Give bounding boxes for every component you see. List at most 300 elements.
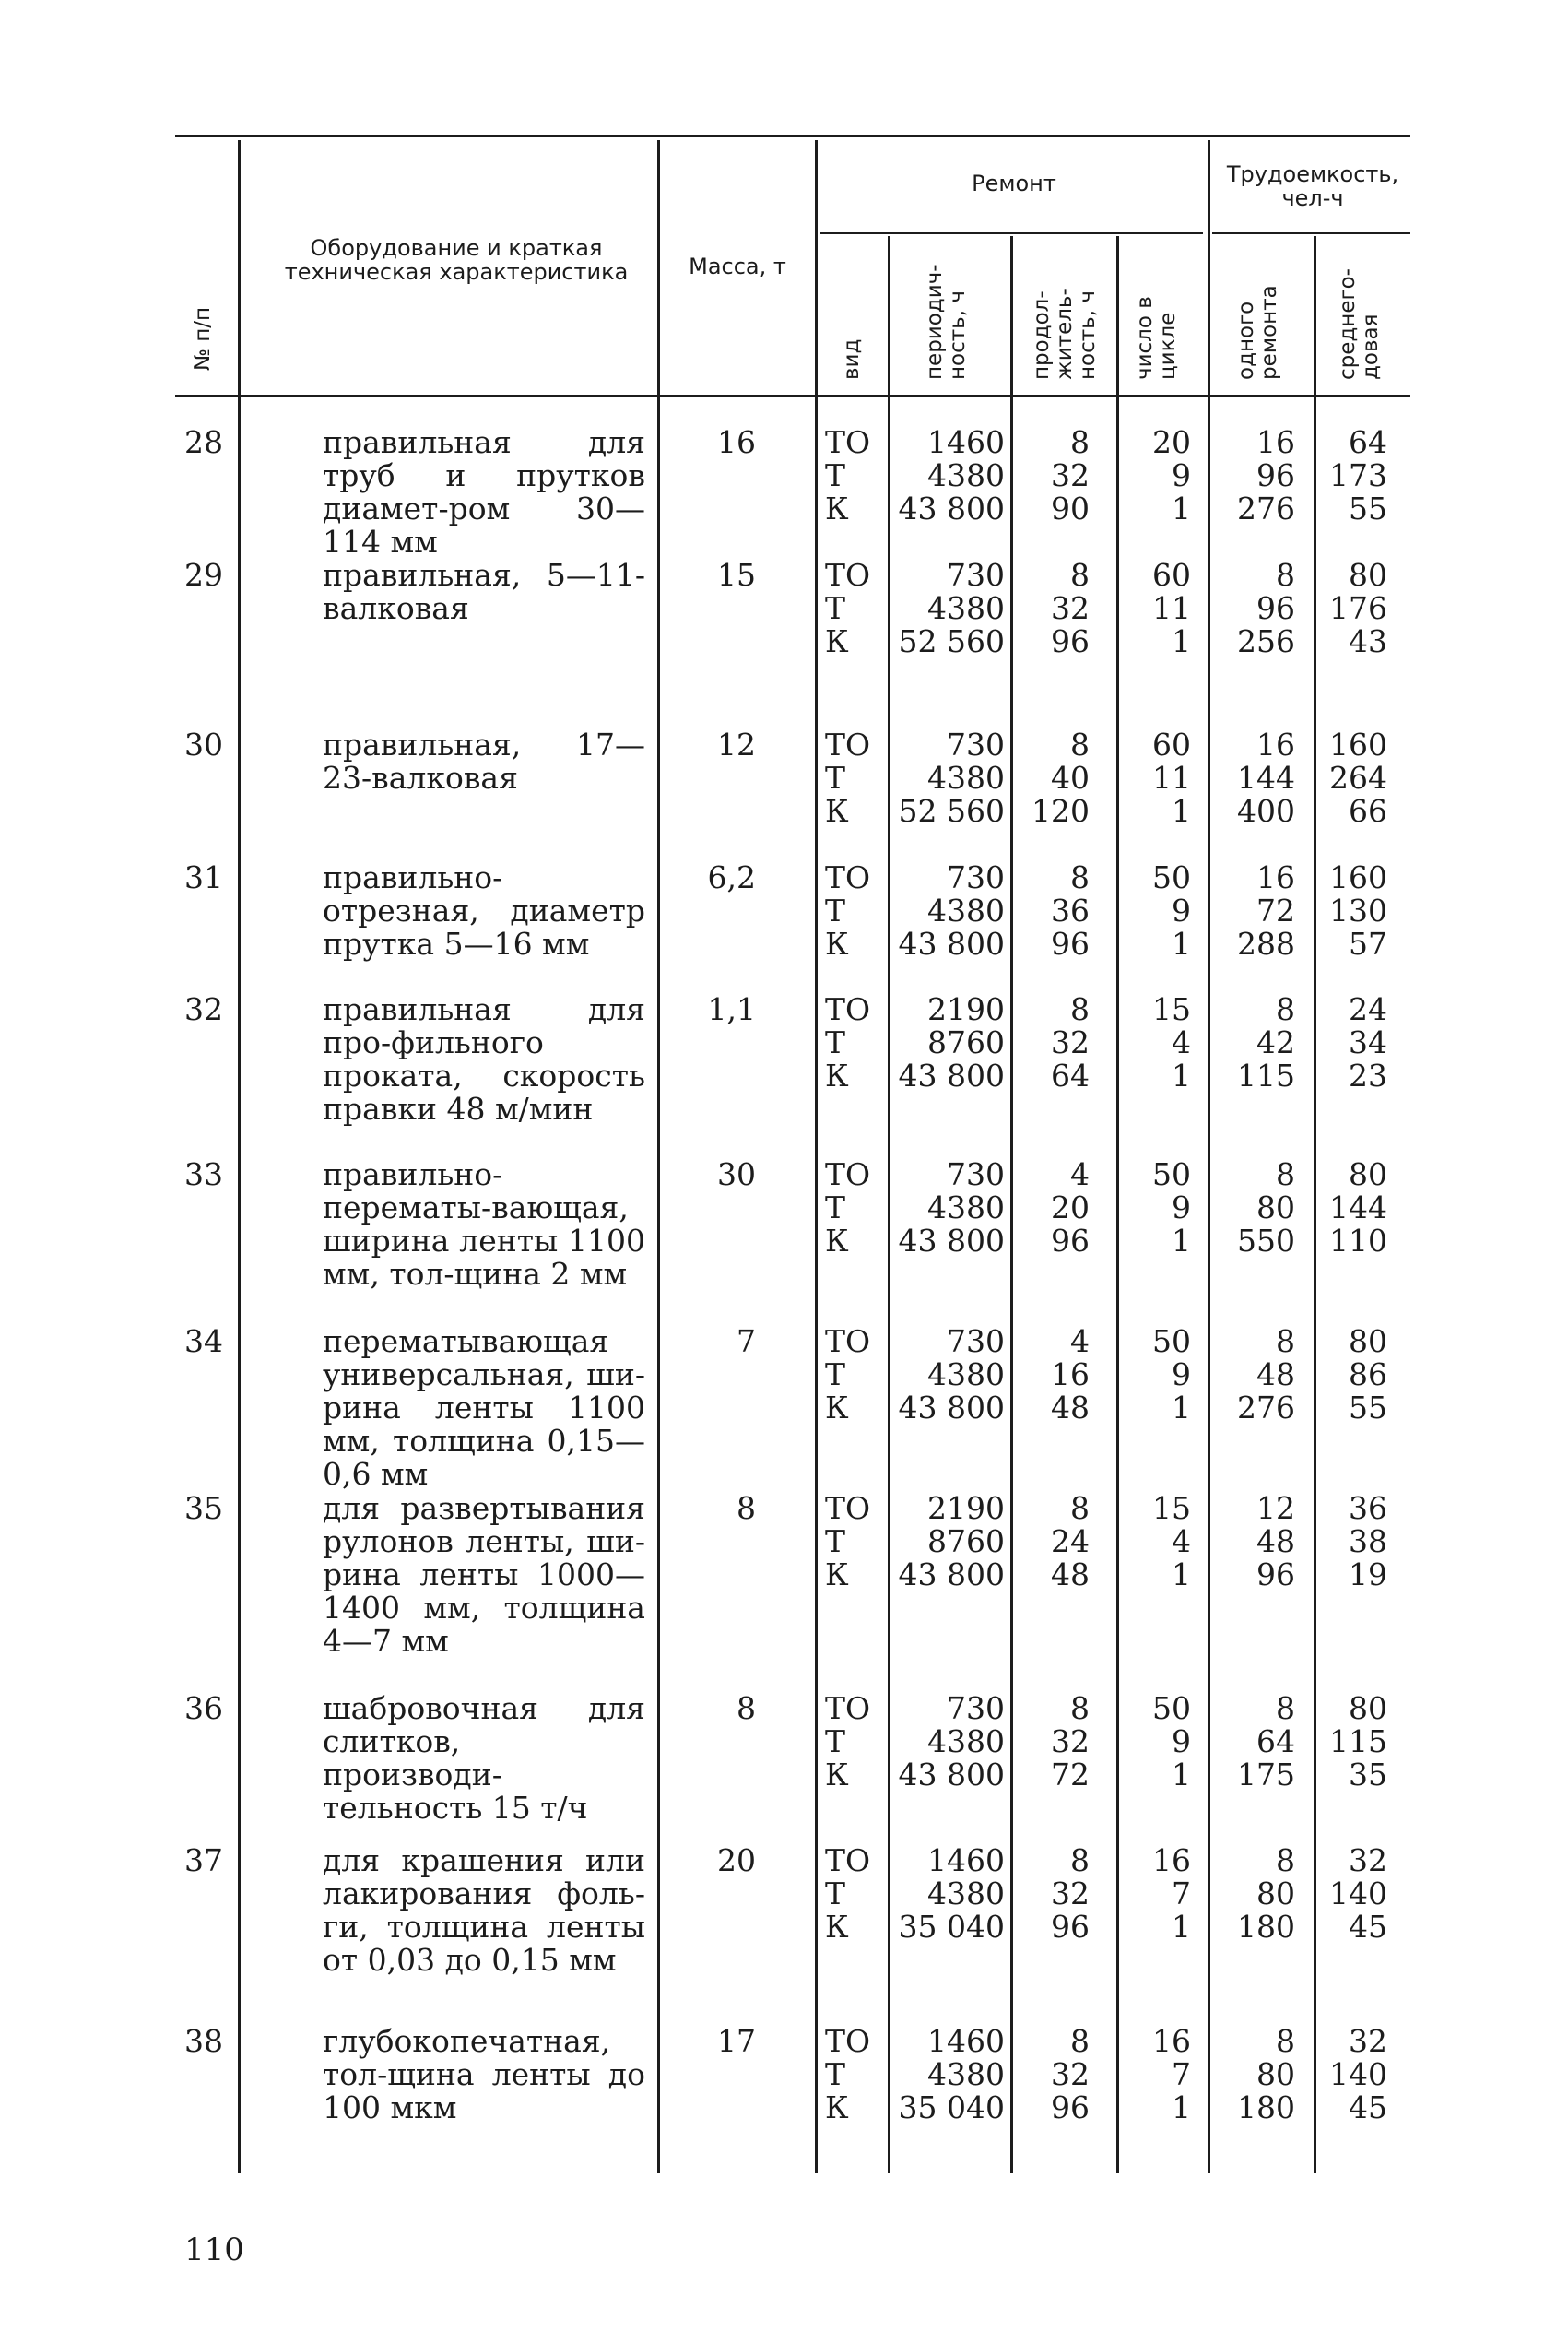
repair-periodicity: 4380: [927, 760, 1005, 796]
repair-cycle-count: 1: [1172, 623, 1191, 659]
repair-periodicity: 52 560: [898, 623, 1005, 659]
header-equipment: Оборудование и краткая техническая характеристика: [284, 235, 629, 285]
repair-duration: 8: [1070, 1490, 1090, 1526]
repair-duration-cell: [1014, 559, 1090, 658]
repair-cycle-count-cell: [1106, 1492, 1191, 1591]
labor-average-yearly: 36: [1349, 1490, 1387, 1526]
labor-average-yearly: 32: [1349, 2023, 1387, 2059]
repair-duration: 32: [1051, 590, 1090, 626]
repair-duration: 96: [1051, 1223, 1090, 1259]
row-description: для развертывания рулонов ленты, ши-рина ленты 1000—1400 мм, толщина 4—7 мм: [323, 1490, 645, 1659]
repair-duration: 36: [1051, 893, 1090, 929]
row-description: правильно-отрезная, диаметр прутка 5—16 мм: [323, 859, 645, 962]
labor-one-repair: 96: [1256, 457, 1295, 493]
row-number: 33: [184, 1156, 223, 1192]
labor-average-yearly: 160: [1329, 727, 1387, 763]
labor-average-yearly: 45: [1349, 2089, 1387, 2125]
repair-duration: 64: [1051, 1058, 1090, 1094]
col-divider-per: [1010, 236, 1013, 2173]
labor-one-repair: 96: [1256, 590, 1295, 626]
repair-periodicity: 4380: [927, 2056, 1005, 2092]
repair-periodicity-cell: [885, 1844, 1005, 1944]
repair-periodicity: 730: [947, 1323, 1005, 1359]
row-number: 34: [184, 1323, 223, 1359]
repair-cycle-count: 1: [1172, 1556, 1191, 1592]
labor-one-repair-cell: [1208, 1492, 1295, 1591]
repair-cycle-count: 1: [1172, 1390, 1191, 1426]
repair-cycle-count: 7: [1172, 1875, 1191, 1911]
repair-cycle-count: 15: [1152, 991, 1191, 1027]
repair-type-cell: [825, 1692, 890, 1792]
header-num: № п/п: [191, 306, 215, 371]
labor-one-repair: 72: [1256, 893, 1295, 929]
labor-one-repair: 175: [1237, 1757, 1295, 1793]
repair-type: К: [825, 623, 849, 659]
repair-periodicity-cell: [885, 1492, 1005, 1591]
repair-type: ТО: [825, 1690, 871, 1726]
row-mass: 8: [737, 1490, 756, 1526]
repair-type: К: [825, 926, 849, 962]
repair-cycle-count: 60: [1152, 557, 1191, 593]
repair-cycle-count: 4: [1172, 1024, 1191, 1060]
labor-average-yearly: 176: [1329, 590, 1387, 626]
repair-cycle-count: 1: [1172, 2089, 1191, 2125]
repair-cycle-count: 9: [1172, 1356, 1191, 1392]
labor-one-repair-cell: [1208, 2025, 1295, 2124]
repair-type-cell: [825, 559, 890, 658]
repair-type: Т: [825, 457, 846, 493]
repair-duration-cell: [1014, 426, 1090, 526]
labor-one-repair: 8: [1276, 1156, 1295, 1192]
repair-type: Т: [825, 893, 846, 929]
repair-duration: 72: [1051, 1757, 1090, 1793]
repair-cycle-count: 1: [1172, 1909, 1191, 1945]
repair-duration: 8: [1070, 424, 1090, 460]
repair-type: ТО: [825, 1490, 871, 1526]
labor-one-repair: 64: [1256, 1723, 1295, 1759]
row-description: правильная для про-фильного проката, скорость правки 48 м/мин: [323, 991, 645, 1127]
row-number: 37: [184, 1842, 223, 1878]
row-number: 38: [184, 2023, 223, 2059]
repair-type-cell: [825, 728, 890, 828]
labor-average-yearly: 23: [1349, 1058, 1387, 1094]
repair-type: К: [825, 1909, 849, 1945]
labor-average-yearly-cell: [1304, 426, 1387, 526]
repair-type-cell: [825, 1158, 890, 1258]
repair-cycle-count: 9: [1172, 893, 1191, 929]
repair-duration-cell: [1014, 1492, 1090, 1591]
repair-type: К: [825, 1757, 849, 1793]
repair-type: Т: [825, 760, 846, 796]
repair-cycle-count: 16: [1152, 2023, 1191, 2059]
labor-average-yearly-cell: [1304, 861, 1387, 961]
row-mass: 17: [717, 2023, 756, 2059]
repair-type: Т: [825, 1723, 846, 1759]
labor-average-yearly-cell: [1304, 1492, 1387, 1591]
repair-cycle-count: 9: [1172, 1723, 1191, 1759]
repair-periodicity: 730: [947, 1690, 1005, 1726]
repair-cycle-count: 50: [1152, 1690, 1191, 1726]
repair-cycle-count: 1: [1172, 1757, 1191, 1793]
repair-cycle-count: 7: [1172, 2056, 1191, 2092]
repair-periodicity: 1460: [927, 424, 1005, 460]
repair-duration: 8: [1070, 727, 1090, 763]
repair-duration-cell: [1014, 1158, 1090, 1258]
repair-periodicity: 8760: [927, 1024, 1005, 1060]
repair-periodicity: 1460: [927, 1842, 1005, 1878]
labor-one-repair-cell: [1208, 728, 1295, 828]
repair-cycle-count: 11: [1152, 590, 1191, 626]
labor-one-repair: 12: [1256, 1490, 1295, 1526]
repair-cycle-count-cell: [1106, 1692, 1191, 1792]
header-duration: продол-житель-ность, ч: [1030, 288, 1100, 380]
repair-duration: 96: [1051, 2089, 1090, 2125]
repair-type: К: [825, 1223, 849, 1259]
labor-average-yearly: 144: [1329, 1189, 1387, 1225]
row-number: 36: [184, 1690, 223, 1726]
repair-periodicity: 730: [947, 859, 1005, 895]
repair-duration: 90: [1051, 491, 1090, 527]
repair-periodicity-cell: [885, 1158, 1005, 1258]
repair-duration-cell: [1014, 1692, 1090, 1792]
labor-one-repair: 256: [1237, 623, 1295, 659]
repair-duration: 96: [1051, 926, 1090, 962]
repair-type: К: [825, 1058, 849, 1094]
header-avg: среднего-довая: [1336, 268, 1383, 380]
repair-type: ТО: [825, 859, 871, 895]
repair-type: Т: [825, 1356, 846, 1392]
labor-average-yearly: 160: [1329, 859, 1387, 895]
labor-average-yearly: 32: [1349, 1842, 1387, 1878]
repair-duration: 20: [1051, 1189, 1090, 1225]
labor-average-yearly: 110: [1329, 1223, 1387, 1259]
labor-one-repair: 8: [1276, 1842, 1295, 1878]
repair-type: К: [825, 2089, 849, 2125]
repair-duration: 8: [1070, 2023, 1090, 2059]
repair-cycle-count: 1: [1172, 793, 1191, 829]
repair-cycle-count: 60: [1152, 727, 1191, 763]
labor-average-yearly: 38: [1349, 1523, 1387, 1559]
repair-type: ТО: [825, 2023, 871, 2059]
repair-duration: 32: [1051, 1723, 1090, 1759]
repair-cycle-count: 50: [1152, 1156, 1191, 1192]
repair-cycle-count: 4: [1172, 1523, 1191, 1559]
row-mass: 15: [717, 557, 756, 593]
repair-type-cell: [825, 2025, 890, 2124]
repair-periodicity: 43 800: [898, 1390, 1005, 1426]
labor-one-repair-cell: [1208, 559, 1295, 658]
labor-average-yearly: 264: [1329, 760, 1387, 796]
repair-periodicity-cell: [885, 426, 1005, 526]
repair-type: К: [825, 1390, 849, 1426]
header-type: вид: [840, 338, 864, 380]
repair-periodicity-cell: [885, 559, 1005, 658]
labor-one-repair: 180: [1237, 1909, 1295, 1945]
labor-one-repair: 276: [1237, 1390, 1295, 1426]
repair-duration: 8: [1070, 557, 1090, 593]
page-number: 110: [184, 2231, 244, 2268]
labor-average-yearly: 80: [1349, 1156, 1387, 1192]
repair-periodicity: 1460: [927, 2023, 1005, 2059]
header-repair: Ремонт: [972, 171, 1056, 196]
row-mass: 7: [737, 1323, 756, 1359]
header-periodicity: периодич-ность, ч: [923, 264, 970, 380]
repair-periodicity: 43 800: [898, 1223, 1005, 1259]
repair-duration: 32: [1051, 1024, 1090, 1060]
repair-periodicity: 43 800: [898, 926, 1005, 962]
repair-cycle-count-cell: [1106, 559, 1191, 658]
repair-type-cell: [825, 1844, 890, 1944]
repair-periodicity: 2190: [927, 1490, 1005, 1526]
repair-duration: 48: [1051, 1556, 1090, 1592]
repair-type: ТО: [825, 991, 871, 1027]
row-description: правильная, 5—11-валковая: [323, 557, 645, 626]
repair-cycle-count-cell: [1106, 993, 1191, 1093]
repair-type-cell: [825, 993, 890, 1093]
labor-one-repair-cell: [1208, 1692, 1295, 1792]
labor-average-yearly: 86: [1349, 1356, 1387, 1392]
repair-cycle-count: 11: [1152, 760, 1191, 796]
repair-cycle-count: 1: [1172, 926, 1191, 962]
repair-duration: 4: [1070, 1323, 1090, 1359]
repair-periodicity-cell: [885, 1325, 1005, 1425]
repair-duration: 4: [1070, 1156, 1090, 1192]
row-mass: 1,1: [707, 991, 756, 1027]
repair-periodicity: 43 800: [898, 491, 1005, 527]
labor-one-repair: 115: [1237, 1058, 1295, 1094]
labor-one-repair: 276: [1237, 491, 1295, 527]
repair-periodicity: 4380: [927, 590, 1005, 626]
labor-average-yearly: 43: [1349, 623, 1387, 659]
labor-one-repair: 550: [1237, 1223, 1295, 1259]
repair-cycle-count: 9: [1172, 457, 1191, 493]
repair-duration-cell: [1014, 2025, 1090, 2124]
labor-average-yearly-cell: [1304, 2025, 1387, 2124]
labor-average-yearly: 57: [1349, 926, 1387, 962]
labor-one-repair: 16: [1256, 859, 1295, 895]
repair-periodicity-cell: [885, 861, 1005, 961]
labor-one-repair: 8: [1276, 2023, 1295, 2059]
repair-duration: 96: [1051, 1909, 1090, 1945]
row-mass: 12: [717, 727, 756, 763]
row-description: перематывающая универсальная, ши-рина ленты 1100 мм, толщина 0,15—0,6 мм: [323, 1323, 645, 1492]
row-description: правильная для труб и прутков диамет-ром 30—114 мм: [323, 424, 645, 560]
repair-cycle-count: 15: [1152, 1490, 1191, 1526]
repair-periodicity: 730: [947, 1156, 1005, 1192]
repair-type-cell: [825, 1325, 890, 1425]
repair-duration-cell: [1014, 861, 1090, 961]
labor-one-repair: 8: [1276, 557, 1295, 593]
labor-average-yearly: 19: [1349, 1556, 1387, 1592]
repair-duration: 32: [1051, 1875, 1090, 1911]
labor-one-repair: 8: [1276, 1323, 1295, 1359]
repair-type: ТО: [825, 1156, 871, 1192]
labor-one-repair: 8: [1276, 1690, 1295, 1726]
repair-type: ТО: [825, 727, 871, 763]
header-mass: Масса, т: [689, 254, 786, 279]
labor-average-yearly-cell: [1304, 1325, 1387, 1425]
labor-average-yearly: 64: [1349, 424, 1387, 460]
repair-periodicity: 730: [947, 727, 1005, 763]
repair-type: К: [825, 1556, 849, 1592]
repair-duration: 40: [1051, 760, 1090, 796]
labor-one-repair: 180: [1237, 2089, 1295, 2125]
header-cycle: число в цикле: [1133, 296, 1180, 380]
labor-average-yearly: 80: [1349, 1690, 1387, 1726]
repair-type-cell: [825, 426, 890, 526]
repair-cycle-count: 1: [1172, 1223, 1191, 1259]
repair-type: ТО: [825, 557, 871, 593]
repair-duration: 32: [1051, 2056, 1090, 2092]
header-labor: Трудоемкость, чел-ч: [1226, 161, 1399, 211]
repair-duration: 8: [1070, 1690, 1090, 1726]
labor-one-repair-cell: [1208, 861, 1295, 961]
repair-cycle-count-cell: [1106, 1844, 1191, 1944]
labor-one-repair: 8: [1276, 991, 1295, 1027]
row-description: правильная, 17—23-валковая: [323, 727, 645, 796]
repair-duration: 16: [1051, 1356, 1090, 1392]
repair-duration: 120: [1032, 793, 1090, 829]
repair-duration: 8: [1070, 991, 1090, 1027]
repair-periodicity-cell: [885, 728, 1005, 828]
row-mass: 8: [737, 1690, 756, 1726]
header-bottom-rule: [175, 395, 1410, 397]
labor-average-yearly-cell: [1304, 1158, 1387, 1258]
table-top-rule: [175, 135, 1410, 137]
repair-periodicity: 35 040: [898, 1909, 1005, 1945]
labor-average-yearly-cell: [1304, 1692, 1387, 1792]
repair-cycle-count-cell: [1106, 1158, 1191, 1258]
labor-one-repair: 80: [1256, 1189, 1295, 1225]
labor-one-repair: 288: [1237, 926, 1295, 962]
repair-periodicity: 4380: [927, 1875, 1005, 1911]
labor-average-yearly-cell: [1304, 993, 1387, 1093]
row-number: 31: [184, 859, 223, 895]
col-divider-mass: [815, 140, 818, 2173]
labor-average-yearly-cell: [1304, 1844, 1387, 1944]
repair-cycle-count: 16: [1152, 1842, 1191, 1878]
repair-cycle-count-cell: [1106, 426, 1191, 526]
repair-duration: 48: [1051, 1390, 1090, 1426]
row-mass: 6,2: [707, 859, 756, 895]
labor-average-yearly: 140: [1329, 1875, 1387, 1911]
repair-cycle-count: 1: [1172, 1058, 1191, 1094]
labor-one-repair: 48: [1256, 1523, 1295, 1559]
repair-periodicity: 4380: [927, 1189, 1005, 1225]
repair-type: Т: [825, 1024, 846, 1060]
repair-group-rule: [820, 232, 1203, 234]
labor-one-repair: 16: [1256, 424, 1295, 460]
repair-type: К: [825, 491, 849, 527]
header-one: одного ремонта: [1234, 285, 1281, 380]
repair-cycle-count-cell: [1106, 2025, 1191, 2124]
labor-one-repair: 42: [1256, 1024, 1295, 1060]
repair-type: ТО: [825, 424, 871, 460]
labor-one-repair: 16: [1256, 727, 1295, 763]
labor-one-repair-cell: [1208, 1325, 1295, 1425]
labor-average-yearly: 80: [1349, 557, 1387, 593]
labor-one-repair: 400: [1237, 793, 1295, 829]
repair-duration: 8: [1070, 859, 1090, 895]
labor-average-yearly-cell: [1304, 559, 1387, 658]
repair-periodicity-cell: [885, 993, 1005, 1093]
repair-type: К: [825, 793, 849, 829]
row-mass: 20: [717, 1842, 756, 1878]
repair-type-cell: [825, 1492, 890, 1591]
repair-cycle-count-cell: [1106, 728, 1191, 828]
row-number: 28: [184, 424, 223, 460]
labor-one-repair: 48: [1256, 1356, 1295, 1392]
repair-periodicity: 8760: [927, 1523, 1005, 1559]
repair-cycle-count-cell: [1106, 861, 1191, 961]
repair-periodicity-cell: [885, 2025, 1005, 2124]
repair-type: Т: [825, 1523, 846, 1559]
repair-type: Т: [825, 2056, 846, 2092]
repair-type: Т: [825, 1875, 846, 1911]
labor-average-yearly: 24: [1349, 991, 1387, 1027]
labor-average-yearly: 115: [1329, 1723, 1387, 1759]
repair-duration-cell: [1014, 728, 1090, 828]
repair-duration-cell: [1014, 1844, 1090, 1944]
repair-duration: 96: [1051, 623, 1090, 659]
repair-cycle-count: 1: [1172, 491, 1191, 527]
labor-average-yearly: 80: [1349, 1323, 1387, 1359]
repair-cycle-count: 50: [1152, 859, 1191, 895]
labor-average-yearly: 66: [1349, 793, 1387, 829]
repair-cycle-count-cell: [1106, 1325, 1191, 1425]
row-description: правильно-перематы-вающая, ширина ленты 1100 мм, тол-щина 2 мм: [323, 1156, 645, 1292]
labor-group-rule: [1212, 232, 1410, 234]
repair-cycle-count: 9: [1172, 1189, 1191, 1225]
repair-periodicity: 43 800: [898, 1556, 1005, 1592]
row-number: 35: [184, 1490, 223, 1526]
repair-cycle-count: 20: [1152, 424, 1191, 460]
labor-average-yearly: 45: [1349, 1909, 1387, 1945]
repair-periodicity: 43 800: [898, 1757, 1005, 1793]
repair-periodicity: 43 800: [898, 1058, 1005, 1094]
repair-type: ТО: [825, 1842, 871, 1878]
row-mass: 16: [717, 424, 756, 460]
row-number: 29: [184, 557, 223, 593]
labor-one-repair: 80: [1256, 1875, 1295, 1911]
labor-one-repair: 80: [1256, 2056, 1295, 2092]
labor-one-repair: 96: [1256, 1556, 1295, 1592]
repair-periodicity: 52 560: [898, 793, 1005, 829]
repair-periodicity: 4380: [927, 1723, 1005, 1759]
repair-periodicity: 2190: [927, 991, 1005, 1027]
labor-one-repair-cell: [1208, 1844, 1295, 1944]
row-description: шабровочная для слитков, производи-тельность 15 т/ч: [323, 1690, 645, 1826]
repair-type-cell: [825, 861, 890, 961]
row-number: 30: [184, 727, 223, 763]
row-description: глубокопечатная, тол-щина ленты до 100 мкм: [323, 2023, 645, 2125]
repair-periodicity: 4380: [927, 1356, 1005, 1392]
labor-average-yearly: 34: [1349, 1024, 1387, 1060]
labor-average-yearly-cell: [1304, 728, 1387, 828]
repair-periodicity: 730: [947, 557, 1005, 593]
repair-type: ТО: [825, 1323, 871, 1359]
repair-type: Т: [825, 1189, 846, 1225]
labor-average-yearly: 130: [1329, 893, 1387, 929]
repair-periodicity: 35 040: [898, 2089, 1005, 2125]
row-mass: 30: [717, 1156, 756, 1192]
labor-one-repair: 144: [1237, 760, 1295, 796]
labor-average-yearly: 55: [1349, 491, 1387, 527]
labor-one-repair-cell: [1208, 993, 1295, 1093]
labor-one-repair-cell: [1208, 1158, 1295, 1258]
repair-duration: 8: [1070, 1842, 1090, 1878]
repair-periodicity-cell: [885, 1692, 1005, 1792]
